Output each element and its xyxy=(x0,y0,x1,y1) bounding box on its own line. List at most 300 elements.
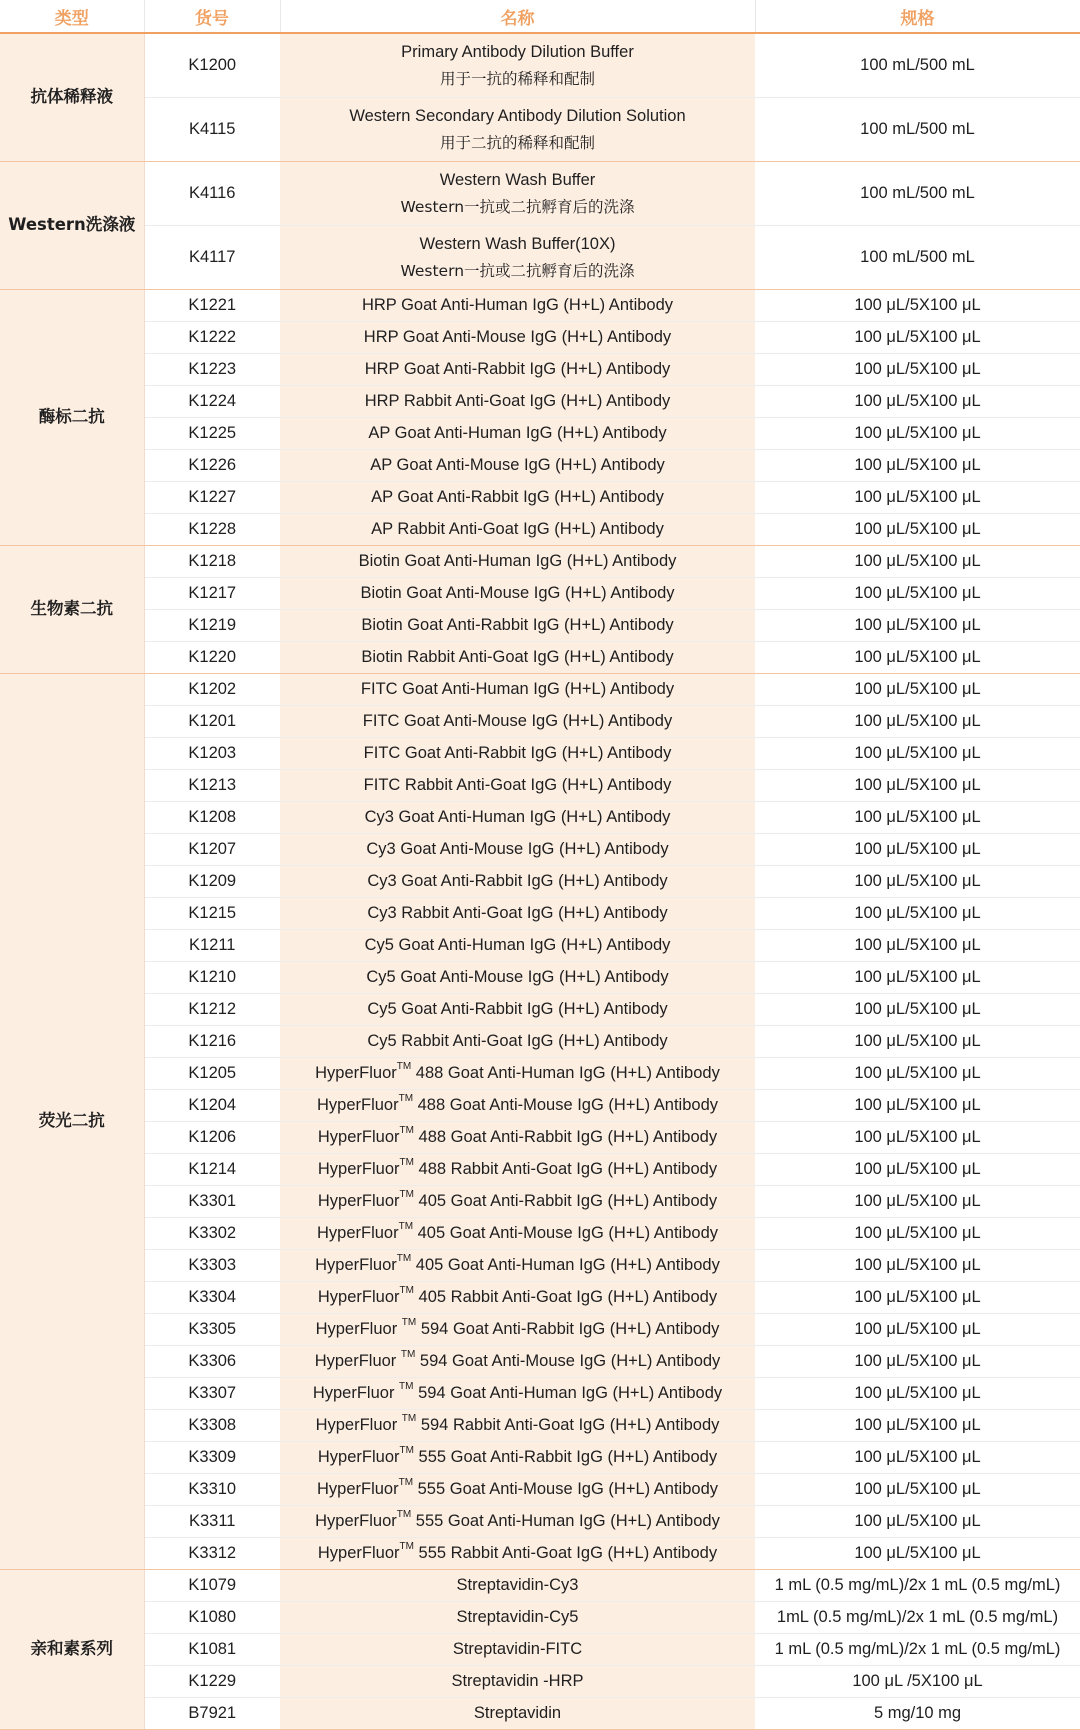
product-spec: 100 μL/5X100 μL xyxy=(755,1314,1080,1346)
product-name: Cy5 Goat Anti-Human IgG (H+L) Antibody xyxy=(364,936,671,955)
product-code: K1213 xyxy=(144,770,280,802)
product-name-cell xyxy=(280,834,755,866)
header-code: 货号 xyxy=(144,0,280,33)
product-spec: 100 μL /5X100 μL xyxy=(755,1666,1080,1698)
product-name-cell xyxy=(280,1506,755,1538)
product-code: K1208 xyxy=(144,802,280,834)
table-row xyxy=(0,834,1080,866)
product-name-prefix: HyperFluor xyxy=(317,1544,400,1563)
product-spec: 100 μL/5X100 μL xyxy=(755,770,1080,802)
product-name-cell xyxy=(280,1378,755,1410)
category-cell: 亲和素系列 xyxy=(0,1570,144,1730)
table-row xyxy=(0,578,1080,610)
product-code: K4115 xyxy=(144,98,280,162)
category-cell: 抗体稀释液 xyxy=(0,33,144,162)
product-note: 用于二抗的稀释和配制 xyxy=(439,133,595,152)
table-row xyxy=(0,610,1080,642)
product-name-cell xyxy=(280,674,755,706)
product-spec: 100 μL/5X100 μL xyxy=(755,1442,1080,1474)
header-name: 名称 xyxy=(280,0,755,33)
category-cell: 生物素二抗 xyxy=(0,546,144,674)
product-code: K3311 xyxy=(144,1506,280,1538)
product-name: Cy5 Goat Anti-Mouse IgG (H+L) Antibody xyxy=(366,968,669,987)
product-code: K1081 xyxy=(144,1634,280,1666)
table-row xyxy=(0,1666,1080,1698)
product-spec: 100 μL/5X100 μL xyxy=(755,418,1080,450)
product-name xyxy=(280,1381,755,1403)
product-name: Primary Antibody Dilution Buffer xyxy=(401,42,634,61)
product-name: AP Goat Anti-Mouse IgG (H+L) Antibody xyxy=(370,456,665,475)
trademark-mark: TM xyxy=(396,1253,412,1265)
product-name-cell xyxy=(280,866,755,898)
product-spec: 100 μL/5X100 μL xyxy=(755,450,1080,482)
product-code: K1204 xyxy=(144,1090,280,1122)
trademark-mark: TM xyxy=(399,1285,414,1297)
product-name xyxy=(280,1509,755,1531)
product-spec: 100 mL/500 mL xyxy=(755,33,1080,98)
product-code: K1214 xyxy=(144,1154,280,1186)
product-code: K1203 xyxy=(144,738,280,770)
table-row xyxy=(0,386,1080,418)
product-name-cell xyxy=(280,1186,755,1218)
product-code: K1227 xyxy=(144,482,280,514)
product-spec: 100 μL/5X100 μL xyxy=(755,1282,1080,1314)
product-name xyxy=(280,1253,755,1275)
table-row xyxy=(0,354,1080,386)
product-code: K1202 xyxy=(144,674,280,706)
product-name: Western Secondary Antibody Dilution Solution xyxy=(349,106,686,125)
product-name-cell xyxy=(280,1058,755,1090)
table-row xyxy=(0,1058,1080,1090)
product-name-cell xyxy=(280,898,755,930)
product-spec: 100 mL/500 mL xyxy=(755,98,1080,162)
product-code: K1206 xyxy=(144,1122,280,1154)
product-spec: 100 μL/5X100 μL xyxy=(755,834,1080,866)
product-note: Western一抗或二抗孵育后的洗涤 xyxy=(400,261,635,280)
product-spec: 100 μL/5X100 μL xyxy=(755,1218,1080,1250)
product-spec: 100 μL/5X100 μL xyxy=(755,1122,1080,1154)
product-code: K1200 xyxy=(144,33,280,98)
product-name-rest: 594 Goat Anti-Mouse IgG (H+L) Antibody xyxy=(415,1352,721,1371)
product-code: K1226 xyxy=(144,450,280,482)
table-row xyxy=(0,866,1080,898)
product-spec: 100 μL/5X100 μL xyxy=(755,962,1080,994)
table-row xyxy=(0,1314,1080,1346)
product-spec: 100 μL/5X100 μL xyxy=(755,354,1080,386)
table-row xyxy=(0,706,1080,738)
product-name-cell xyxy=(280,962,755,994)
product-name-rest: 405 Goat Anti-Mouse IgG (H+L) Antibody xyxy=(413,1224,719,1243)
product-name: Streptavidin-Cy5 xyxy=(456,1608,579,1627)
product-name: Biotin Goat Anti-Rabbit IgG (H+L) Antibody xyxy=(361,616,674,635)
product-spec: 100 μL/5X100 μL xyxy=(755,322,1080,354)
product-name-cell xyxy=(280,706,755,738)
product-name xyxy=(280,1317,755,1339)
product-code: K3302 xyxy=(144,1218,280,1250)
product-code: K3307 xyxy=(144,1378,280,1410)
table-row xyxy=(0,418,1080,450)
product-spec: 100 μL/5X100 μL xyxy=(755,642,1080,674)
product-name-cell xyxy=(280,1410,755,1442)
product-code: K4116 xyxy=(144,162,280,226)
table-row xyxy=(0,546,1080,578)
product-name-cell xyxy=(280,738,755,770)
header-row xyxy=(0,0,1080,33)
product-name-cell xyxy=(280,1154,755,1186)
trademark-mark: TM xyxy=(399,1157,414,1169)
product-spec: 100 μL/5X100 μL xyxy=(755,706,1080,738)
table-row xyxy=(0,674,1080,706)
product-spec: 100 μL/5X100 μL xyxy=(755,1154,1080,1186)
product-name-cell xyxy=(280,354,755,386)
product-name xyxy=(280,1285,755,1307)
product-name xyxy=(280,1413,755,1435)
product-name-cell xyxy=(280,1090,755,1122)
product-name-prefix: HyperFluor xyxy=(315,1320,402,1339)
product-name xyxy=(280,1445,755,1467)
product-name: AP Goat Anti-Rabbit IgG (H+L) Antibody xyxy=(371,488,664,507)
table-row xyxy=(0,1378,1080,1410)
product-name-cell xyxy=(280,482,755,514)
trademark-mark: TM xyxy=(399,1541,414,1553)
table-row xyxy=(0,482,1080,514)
product-name xyxy=(280,1349,755,1371)
product-name: Cy3 Goat Anti-Human IgG (H+L) Antibody xyxy=(364,808,671,827)
product-name xyxy=(280,1541,755,1563)
product-name: Cy3 Rabbit Anti-Goat IgG (H+L) Antibody xyxy=(367,904,668,923)
product-name-rest: 555 Goat Anti-Human IgG (H+L) Antibody xyxy=(411,1512,720,1531)
product-name-cell xyxy=(280,1250,755,1282)
product-name-rest: 488 Rabbit Anti-Goat IgG (H+L) Antibody xyxy=(413,1160,718,1179)
product-spec: 100 μL/5X100 μL xyxy=(755,738,1080,770)
product-code: K3310 xyxy=(144,1474,280,1506)
product-name: Biotin Rabbit Anti-Goat IgG (H+L) Antibody xyxy=(361,648,674,667)
product-name-cell xyxy=(280,98,755,162)
table-row xyxy=(0,226,1080,290)
product-name: Cy3 Goat Anti-Mouse IgG (H+L) Antibody xyxy=(366,840,669,859)
table-row xyxy=(0,738,1080,770)
product-name-prefix: HyperFluor xyxy=(315,1416,402,1435)
product-name: HRP Goat Anti-Human IgG (H+L) Antibody xyxy=(361,296,674,315)
product-spec: 100 mL/500 mL xyxy=(755,226,1080,290)
product-spec: 100 μL/5X100 μL xyxy=(755,578,1080,610)
table-row xyxy=(0,1474,1080,1506)
product-name: FITC Goat Anti-Mouse IgG (H+L) Antibody xyxy=(362,712,673,731)
product-name-cell xyxy=(280,930,755,962)
product-name-cell xyxy=(280,994,755,1026)
product-code: K1207 xyxy=(144,834,280,866)
table-row xyxy=(0,770,1080,802)
product-name: FITC Rabbit Anti-Goat IgG (H+L) Antibody xyxy=(363,776,672,795)
product-name-prefix: HyperFluor xyxy=(312,1384,400,1403)
product-name xyxy=(280,1221,755,1243)
product-code: K1225 xyxy=(144,418,280,450)
product-code: K1216 xyxy=(144,1026,280,1058)
product-name xyxy=(280,1157,755,1179)
trademark-mark: TM xyxy=(399,1189,414,1201)
product-name-cell xyxy=(280,514,755,546)
product-name-cell xyxy=(280,1122,755,1154)
trademark-mark: TM xyxy=(399,1125,414,1137)
product-code: K1218 xyxy=(144,546,280,578)
product-name: Cy3 Goat Anti-Rabbit IgG (H+L) Antibody xyxy=(367,872,668,891)
product-name: Cy5 Rabbit Anti-Goat IgG (H+L) Antibody xyxy=(367,1032,668,1051)
header-spec: 规格 xyxy=(755,0,1080,33)
product-name-cell xyxy=(280,610,755,642)
product-name xyxy=(280,1125,755,1147)
product-name-cell xyxy=(280,162,755,226)
product-name: Streptavidin-FITC xyxy=(452,1640,583,1659)
product-name-rest: 594 Goat Anti-Human IgG (H+L) Antibody xyxy=(413,1384,723,1403)
table-row xyxy=(0,290,1080,322)
trademark-mark: TM xyxy=(396,1509,412,1521)
product-name-cell xyxy=(280,1666,755,1698)
product-code: B7921 xyxy=(144,1698,280,1730)
trademark-mark: TM xyxy=(401,1413,417,1425)
product-name-cell xyxy=(280,418,755,450)
table-row xyxy=(0,1218,1080,1250)
trademark-mark: TM xyxy=(398,1093,414,1105)
product-name-prefix: HyperFluor xyxy=(317,1192,400,1211)
trademark-mark: TM xyxy=(400,1349,416,1361)
trademark-mark: TM xyxy=(398,1477,414,1489)
product-name-cell xyxy=(280,770,755,802)
product-code: K4117 xyxy=(144,226,280,290)
product-spec: 100 μL/5X100 μL xyxy=(755,994,1080,1026)
product-name-cell xyxy=(280,226,755,290)
header-type: 类型 xyxy=(0,0,144,33)
product-name-prefix: HyperFluor xyxy=(314,1352,401,1371)
product-name: Cy5 Goat Anti-Rabbit IgG (H+L) Antibody xyxy=(367,1000,668,1019)
table-row xyxy=(0,450,1080,482)
trademark-mark: TM xyxy=(399,1381,414,1393)
product-name-cell xyxy=(280,386,755,418)
product-spec: 100 μL/5X100 μL xyxy=(755,1026,1080,1058)
product-code: K1205 xyxy=(144,1058,280,1090)
product-code: K1209 xyxy=(144,866,280,898)
product-name-rest: 405 Rabbit Anti-Goat IgG (H+L) Antibody xyxy=(413,1288,718,1307)
product-name-prefix: HyperFluor xyxy=(317,1160,400,1179)
table-row xyxy=(0,1346,1080,1378)
product-code: K3308 xyxy=(144,1410,280,1442)
product-spec: 100 μL/5X100 μL xyxy=(755,1346,1080,1378)
product-name-cell xyxy=(280,33,755,98)
product-code: K3301 xyxy=(144,1186,280,1218)
product-spec: 100 μL/5X100 μL xyxy=(755,898,1080,930)
category-cell: Western洗涤液 xyxy=(0,162,144,290)
product-name-rest: 488 Goat Anti-Mouse IgG (H+L) Antibody xyxy=(413,1096,719,1115)
table-row xyxy=(0,1026,1080,1058)
product-name xyxy=(280,1189,755,1211)
product-spec: 1 mL (0.5 mg/mL)/2x 1 mL (0.5 mg/mL) xyxy=(755,1634,1080,1666)
table-row xyxy=(0,994,1080,1026)
trademark-mark: TM xyxy=(398,1221,414,1233)
product-code: K3303 xyxy=(144,1250,280,1282)
product-code: K3306 xyxy=(144,1346,280,1378)
product-code: K1217 xyxy=(144,578,280,610)
product-spec: 100 μL/5X100 μL xyxy=(755,482,1080,514)
product-name-cell xyxy=(280,290,755,322)
product-spec: 100 μL/5X100 μL xyxy=(755,866,1080,898)
product-spec: 100 μL/5X100 μL xyxy=(755,1090,1080,1122)
category-cell: 荧光二抗 xyxy=(0,674,144,1570)
product-name: Biotin Goat Anti-Human IgG (H+L) Antibody xyxy=(358,552,677,571)
category-cell: 酶标二抗 xyxy=(0,290,144,546)
product-name-cell xyxy=(280,1570,755,1602)
product-name-rest: 488 Goat Anti-Human IgG (H+L) Antibody xyxy=(411,1064,720,1083)
table-row xyxy=(0,1506,1080,1538)
product-spec: 100 μL/5X100 μL xyxy=(755,1058,1080,1090)
product-name: Western Wash Buffer xyxy=(439,170,596,189)
product-spec: 1 mL (0.5 mg/mL)/2x 1 mL (0.5 mg/mL) xyxy=(755,1570,1080,1602)
product-name-cell xyxy=(280,642,755,674)
product-code: K1222 xyxy=(144,322,280,354)
table-row xyxy=(0,802,1080,834)
product-name-cell xyxy=(280,1346,755,1378)
table-row xyxy=(0,1090,1080,1122)
product-spec: 100 μL/5X100 μL xyxy=(755,1410,1080,1442)
product-spec: 100 μL/5X100 μL xyxy=(755,1186,1080,1218)
product-name-cell xyxy=(280,1602,755,1634)
product-code: K1228 xyxy=(144,514,280,546)
table-row xyxy=(0,1442,1080,1474)
product-name xyxy=(280,1477,755,1499)
product-name-prefix: HyperFluor xyxy=(315,1064,397,1083)
product-name xyxy=(280,1093,755,1115)
product-name-cell xyxy=(280,450,755,482)
product-spec: 100 μL/5X100 μL xyxy=(755,930,1080,962)
product-spec: 100 μL/5X100 μL xyxy=(755,802,1080,834)
product-code: K1219 xyxy=(144,610,280,642)
product-spec: 100 μL/5X100 μL xyxy=(755,1474,1080,1506)
product-name: AP Rabbit Anti-Goat IgG (H+L) Antibody xyxy=(371,520,664,539)
product-name-cell xyxy=(280,1314,755,1346)
product-name-rest: 405 Goat Anti-Rabbit IgG (H+L) Antibody xyxy=(413,1192,718,1211)
product-name: HRP Goat Anti-Mouse IgG (H+L) Antibody xyxy=(363,328,672,347)
product-spec: 100 μL/5X100 μL xyxy=(755,1378,1080,1410)
product-code: K1212 xyxy=(144,994,280,1026)
product-name-cell xyxy=(280,1538,755,1570)
product-name-cell xyxy=(280,1218,755,1250)
product-name-cell xyxy=(280,1634,755,1666)
product-name-prefix: HyperFluor xyxy=(315,1512,397,1531)
product-name-cell xyxy=(280,546,755,578)
product-code: K3304 xyxy=(144,1282,280,1314)
product-name-cell xyxy=(280,1282,755,1314)
product-code: K1080 xyxy=(144,1602,280,1634)
table-row xyxy=(0,1250,1080,1282)
product-name: Streptavidin-Cy3 xyxy=(456,1576,579,1595)
product-name-cell xyxy=(280,802,755,834)
table-body xyxy=(0,33,1080,1730)
trademark-mark: TM xyxy=(401,1317,417,1329)
product-name: AP Goat Anti-Human IgG (H+L) Antibody xyxy=(368,424,667,443)
product-spec: 100 μL/5X100 μL xyxy=(755,1538,1080,1570)
table-row xyxy=(0,1154,1080,1186)
product-name-rest: 555 Rabbit Anti-Goat IgG (H+L) Antibody xyxy=(413,1544,718,1563)
table-row xyxy=(0,1698,1080,1730)
table-row xyxy=(0,1186,1080,1218)
product-spec: 5 mg/10 mg xyxy=(755,1698,1080,1730)
product-spec: 1mL (0.5 mg/mL)/2x 1 mL (0.5 mg/mL) xyxy=(755,1602,1080,1634)
product-name-prefix: HyperFluor xyxy=(317,1128,400,1147)
product-name-prefix: HyperFluor xyxy=(317,1288,400,1307)
table-row xyxy=(0,1410,1080,1442)
product-name: HRP Rabbit Anti-Goat IgG (H+L) Antibody xyxy=(364,392,671,411)
table-row xyxy=(0,98,1080,162)
product-spec: 100 μL/5X100 μL xyxy=(755,546,1080,578)
product-name-cell xyxy=(280,1698,755,1730)
table-row xyxy=(0,930,1080,962)
product-spec: 100 μL/5X100 μL xyxy=(755,1250,1080,1282)
trademark-mark: TM xyxy=(399,1445,414,1457)
product-code: K1215 xyxy=(144,898,280,930)
product-name-prefix: HyperFluor xyxy=(315,1256,397,1275)
product-note: Western一抗或二抗孵育后的洗涤 xyxy=(400,197,635,216)
product-spec: 100 μL/5X100 μL xyxy=(755,290,1080,322)
product-name-rest: 405 Goat Anti-Human IgG (H+L) Antibody xyxy=(411,1256,720,1275)
product-name: Streptavidin -HRP xyxy=(451,1672,584,1691)
product-name-prefix: HyperFluor xyxy=(317,1448,400,1467)
product-name-cell xyxy=(280,1474,755,1506)
trademark-mark: TM xyxy=(396,1061,412,1073)
product-name-rest: 594 Rabbit Anti-Goat IgG (H+L) Antibody xyxy=(416,1416,720,1435)
table-row xyxy=(0,322,1080,354)
product-name: HRP Goat Anti-Rabbit IgG (H+L) Antibody xyxy=(364,360,671,379)
product-code: K1224 xyxy=(144,386,280,418)
product-name-rest: 555 Goat Anti-Mouse IgG (H+L) Antibody xyxy=(413,1480,719,1499)
product-name: Western Wash Buffer(10X) xyxy=(419,234,616,253)
product-name-rest: 555 Goat Anti-Rabbit IgG (H+L) Antibody xyxy=(413,1448,718,1467)
product-spec: 100 μL/5X100 μL xyxy=(755,1506,1080,1538)
table-row xyxy=(0,962,1080,994)
product-name-rest: 594 Goat Anti-Rabbit IgG (H+L) Antibody xyxy=(416,1320,720,1339)
product-name-cell xyxy=(280,578,755,610)
product-name-prefix: HyperFluor xyxy=(316,1224,399,1243)
table-row xyxy=(0,1634,1080,1666)
table-row xyxy=(0,1122,1080,1154)
product-name: FITC Goat Anti-Human IgG (H+L) Antibody xyxy=(360,680,675,699)
product-code: K1201 xyxy=(144,706,280,738)
table-row xyxy=(0,1602,1080,1634)
product-code: K3309 xyxy=(144,1442,280,1474)
product-name-cell xyxy=(280,1442,755,1474)
product-note: 用于一抗的稀释和配制 xyxy=(439,69,595,88)
product-spec: 100 μL/5X100 μL xyxy=(755,386,1080,418)
product-name-rest: 488 Goat Anti-Rabbit IgG (H+L) Antibody xyxy=(413,1128,718,1147)
product-name-prefix: HyperFluor xyxy=(316,1096,399,1115)
product-code: K1220 xyxy=(144,642,280,674)
product-spec: 100 mL/500 mL xyxy=(755,162,1080,226)
table-row xyxy=(0,1570,1080,1602)
product-code: K1210 xyxy=(144,962,280,994)
table-row xyxy=(0,642,1080,674)
product-code: K1211 xyxy=(144,930,280,962)
product-spec: 100 μL/5X100 μL xyxy=(755,514,1080,546)
product-code: K1079 xyxy=(144,1570,280,1602)
product-name: FITC Goat Anti-Rabbit IgG (H+L) Antibody xyxy=(363,744,672,763)
table-row xyxy=(0,33,1080,98)
product-spec: 100 μL/5X100 μL xyxy=(755,610,1080,642)
product-spec: 100 μL/5X100 μL xyxy=(755,674,1080,706)
table-row xyxy=(0,898,1080,930)
table-row xyxy=(0,162,1080,226)
product-code: K3305 xyxy=(144,1314,280,1346)
table-row xyxy=(0,514,1080,546)
product-name-cell xyxy=(280,322,755,354)
product-name: Biotin Goat Anti-Mouse IgG (H+L) Antibody xyxy=(360,584,675,603)
table-row xyxy=(0,1538,1080,1570)
